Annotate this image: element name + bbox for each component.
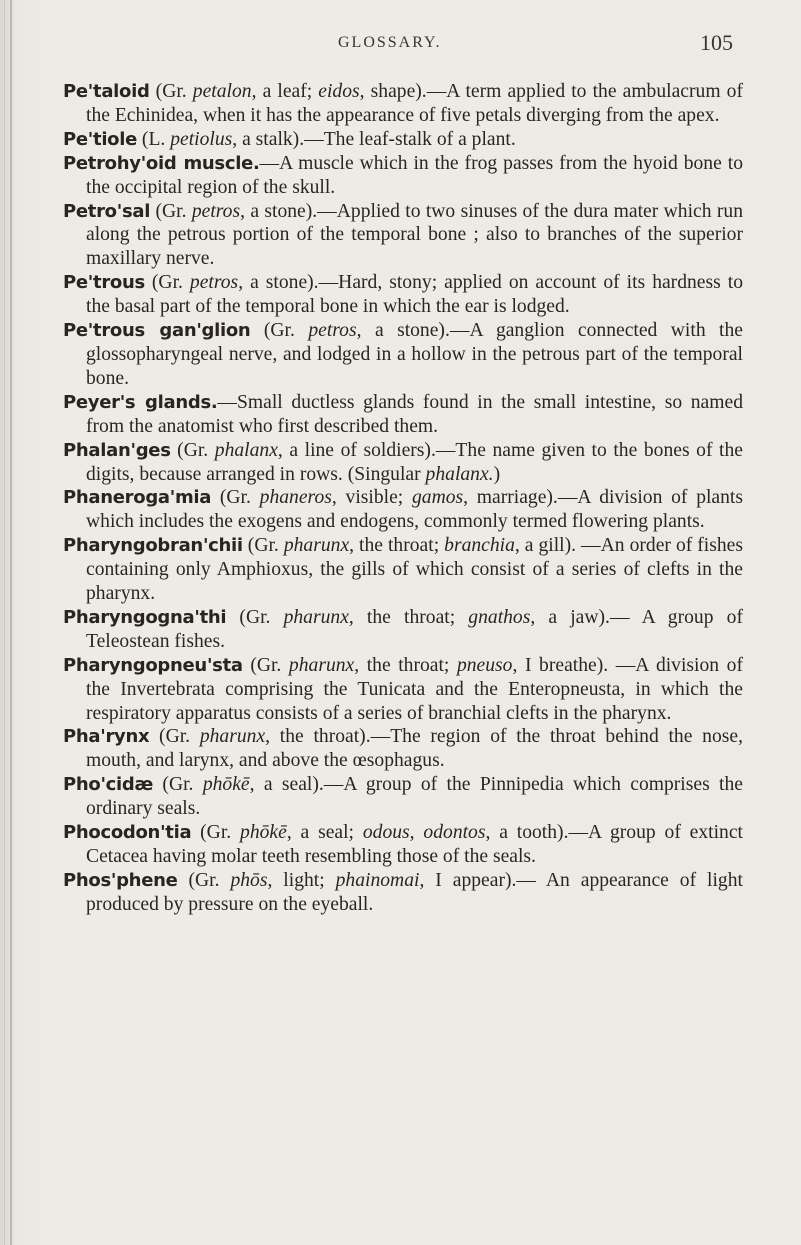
entry-text: , I breathe). —A division of the Invertebrata comprising the Tunicata and the Enteropneusta, in which the respiratory apparatus consists of a series of branchial clefts in the pharynx.	[86, 654, 743, 724]
entry-term: Pe'trous	[63, 272, 145, 294]
entry-etymon: petros	[308, 320, 357, 342]
entry-text: , a line of soldiers).—The name given to the bones of the digits, because arranged in rows. (Singular	[86, 439, 743, 485]
entry-text: , a stone).—A ganglion connected with the glossopharyngeal nerve, and lodged in a hollow in the petrous part of the temporal bone.	[86, 320, 743, 389]
entry-etymon: branchia	[444, 535, 515, 557]
entry-text: , the throat;	[349, 535, 445, 557]
entry-term: Pharyngobran'chii	[63, 535, 243, 557]
entry-etymon: gnathos	[468, 606, 531, 628]
entry-term: Phanerogа'mia	[63, 487, 212, 509]
page-gutter-edge	[10, 0, 12, 1245]
entry-text: (Gr.	[153, 774, 203, 796]
glossary-entry	[63, 821, 743, 869]
entry-text: )	[493, 463, 501, 485]
entry-text: , a leaf;	[251, 81, 319, 102]
glossary-entry	[63, 486, 743, 534]
glossary-entry	[63, 439, 743, 487]
entry-term: Phalan'ges	[63, 439, 171, 461]
entry-text: (Gr.	[242, 535, 284, 557]
entry-text: , a tooth).—A group of extinct Cetacea having molar teeth resembling those of the seals.	[86, 822, 743, 867]
glossary-entry	[63, 80, 743, 128]
entry-etymon: odontos	[423, 822, 486, 844]
entry-etymon: phaneros	[259, 487, 332, 509]
entry-text: , marriage).—A division of plants which includes the exogens and endogens, commonly termed flowering plants.	[86, 487, 743, 533]
entry-text: , I appear).— An appearance of light produced by pressure on the eyeball.	[86, 869, 743, 915]
entry-text: (Gr.	[226, 606, 284, 628]
entry-etymon: pharunx	[283, 606, 349, 628]
entry-text: ,	[409, 822, 424, 844]
glossary-entries	[63, 80, 743, 917]
entry-etymon: pharunx	[288, 654, 355, 676]
entry-text: , a jaw).— A group of Teleostean fishes.	[86, 606, 743, 652]
entry-etymon: phainomai	[335, 869, 420, 891]
entry-text: , visible;	[331, 487, 412, 509]
glossary-entry	[63, 391, 743, 439]
entry-text: (Gr.	[149, 726, 200, 748]
entry-term: Phos'phene	[63, 869, 178, 891]
entry-text: , a stone).—Hard, stony; applied on account of its hardness to the basal part of the temporal bone in which the ear is lodged.	[86, 272, 743, 318]
entry-text: , light;	[267, 869, 336, 891]
entry-text: , a gill). —An order of fishes containing only Amphioxus, the gills of which consist of a series of clefts in the pharynx.	[86, 535, 743, 605]
entry-text: , the throat;	[354, 654, 457, 676]
entry-text: (Gr.	[177, 869, 231, 891]
entry-text: (Gr.	[211, 487, 260, 509]
entry-text: (Gr.	[170, 439, 215, 461]
entry-etymon: petalon	[192, 81, 252, 102]
entry-etymon: phalanx.	[425, 463, 494, 485]
entry-term: Pe'trous gan'glion	[63, 320, 251, 342]
page-number: 105	[700, 30, 733, 55]
entry-term: Petro'sal	[63, 200, 151, 222]
entry-text: , the throat).—The region of the throat behind the nose, mouth, and larynx, and above the œsophagus.	[86, 726, 743, 772]
entry-text: (Gr.	[191, 822, 241, 844]
glossary-entry	[63, 773, 743, 821]
entry-term: Pharyngogna'thi	[63, 606, 227, 628]
entry-text: (Gr.	[144, 272, 190, 294]
entry-etymon: pharunx	[199, 726, 266, 748]
entry-text: , shape).—A term applied to the ambulacrum of the Echinidea, when it has the appearance of five petals diverging from the apex.	[86, 81, 743, 126]
entry-text: (L.	[137, 128, 171, 150]
page-header	[0, 28, 801, 58]
entry-term: Pe'taloid	[63, 81, 150, 102]
page-gutter-shadow	[4, 0, 5, 1245]
entry-text: (Gr.	[250, 320, 309, 342]
entry-etymon: phōkē	[202, 774, 250, 796]
entry-etymon: phōs	[230, 869, 268, 891]
entry-etymon: petros	[189, 272, 239, 294]
glossary-entry	[63, 654, 743, 726]
entry-text: , the throat;	[348, 606, 469, 628]
entry-text: , a stalk).—The leaf-stalk of a plant.	[232, 128, 516, 150]
glossary-entry	[63, 319, 743, 391]
entry-text: —A muscle which in the frog passes from the hyoid bone to the occipital region of the skull.	[86, 152, 743, 198]
entry-etymon: pharunx	[283, 535, 350, 557]
glossary-entry	[63, 200, 743, 272]
entry-etymon: eidos	[318, 81, 360, 102]
running-title: GLOSSARY.	[338, 34, 442, 51]
entry-text: (Gr.	[242, 654, 289, 676]
glossary-entry	[63, 534, 743, 606]
glossary-entry	[63, 152, 743, 200]
entry-etymon: petros	[191, 200, 241, 222]
entry-etymon: phōkē	[240, 822, 287, 844]
entry-text: (Gr.	[150, 200, 192, 222]
entry-etymon: pneuso	[456, 654, 513, 676]
entry-text: —Small ductless glands found in the small intestine, so named from the anatomist who first described them.	[86, 391, 743, 437]
entry-etymon: petiolus	[170, 128, 233, 150]
entry-etymon: phalanx	[214, 439, 278, 461]
glossary-entry	[63, 606, 743, 654]
entry-term: Pha'rynx	[63, 726, 150, 748]
entry-etymon: odous	[362, 822, 410, 844]
entry-term: Phocodon'tia	[63, 822, 192, 844]
entry-text: , a seal).—A group of the Pinnipedia which comprises the ordinary seals.	[86, 774, 743, 820]
entry-term: Peyer's glands.	[63, 391, 218, 413]
entry-text: , a stone).—Applied to two sinuses of the dura mater which run along the petrous portion of the temporal bone ; also to branches of the superior maxillary nerve.	[86, 200, 743, 270]
glossary-entry	[63, 128, 743, 152]
entry-text: (Gr.	[149, 81, 193, 102]
glossary-entry	[63, 725, 743, 773]
entry-term: Petrohy'oid muscle.	[63, 152, 260, 174]
entry-etymon: gamos	[411, 487, 464, 509]
entry-text: , a seal;	[286, 822, 363, 844]
glossary-entry	[63, 869, 743, 917]
glossary-entry	[63, 271, 743, 319]
entry-term: Pe'tiole	[63, 128, 138, 150]
entry-term: Pharyngopneu'sta	[63, 654, 243, 676]
entry-term: Pho'cidæ	[63, 774, 154, 796]
